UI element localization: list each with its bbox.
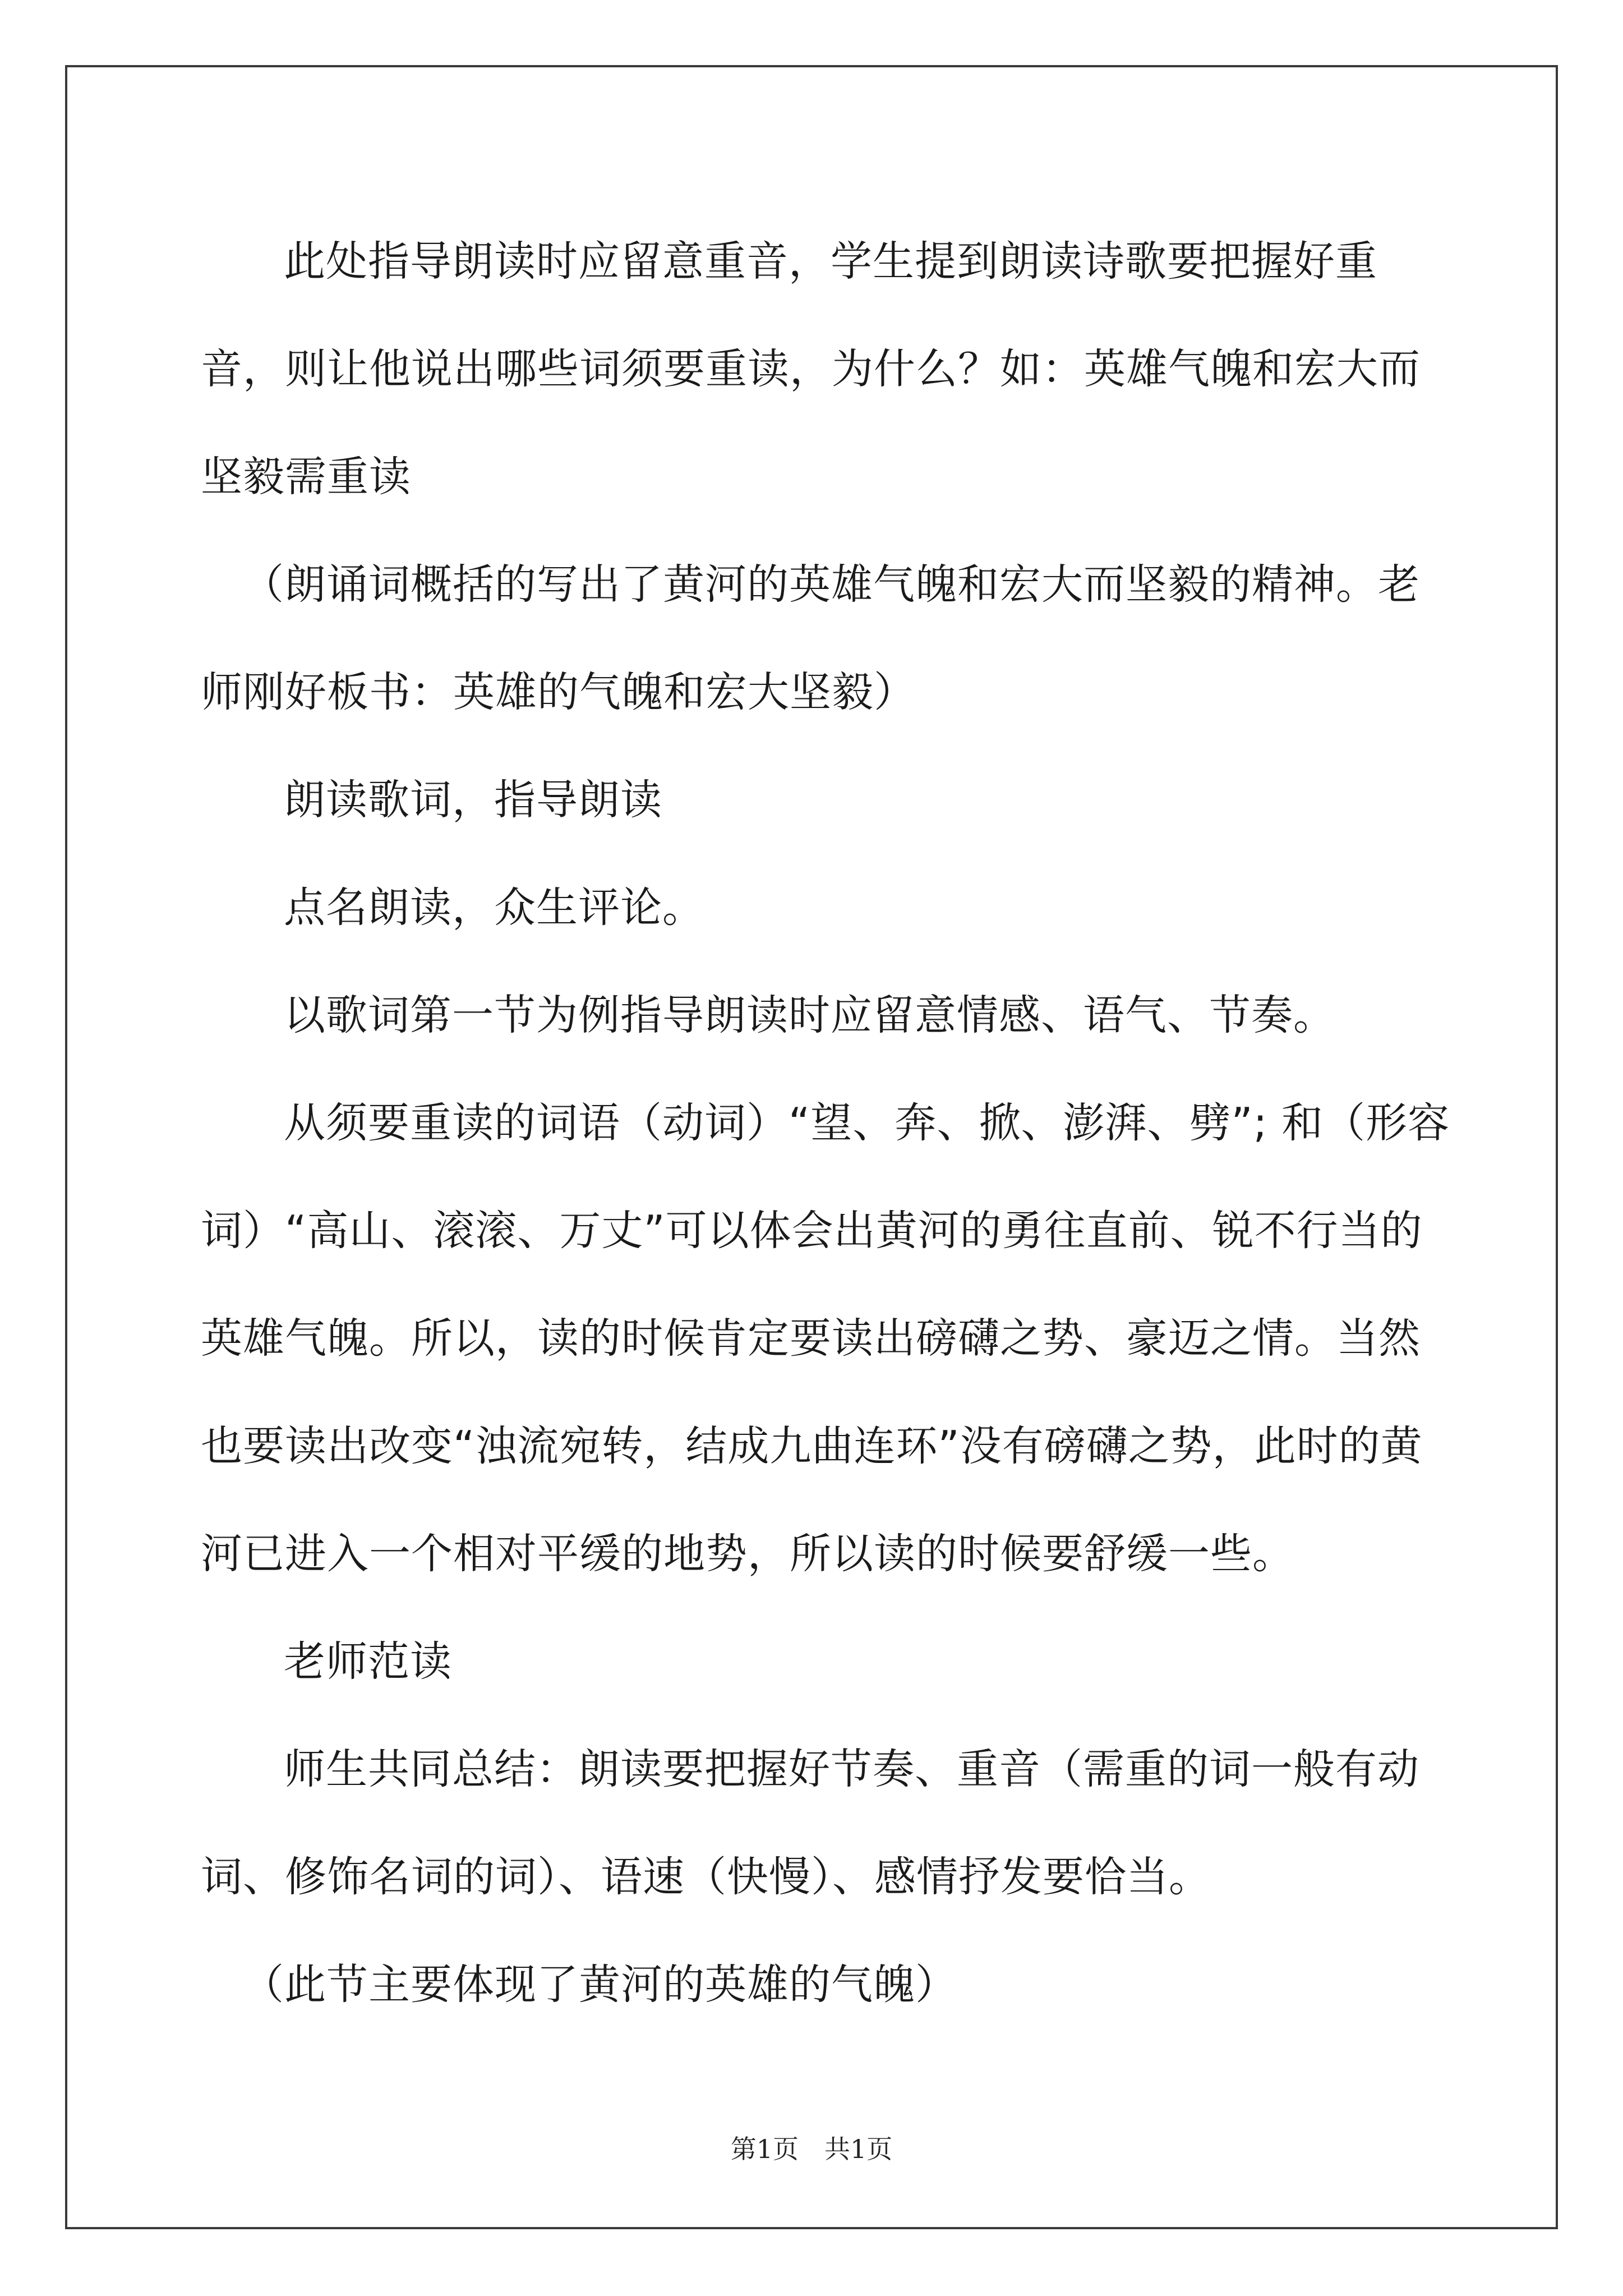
paragraph-2: （朗诵词概括的写出了黄河的英雄气魄和宏大而坚毅的精神。老师刚好板书：英雄的气魄和宏大坚毅）	[201, 560, 1420, 716]
paragraph-6: 从须要重读的词语（动词）“望、奔、掀、澎湃、劈”; 和（形容词）“高山、滚滚、万丈”可以体会出黄河的勇往直前、锐不行当的英雄气魄。所以，读的时候肯定要读出磅礴之势、豪迈之情。当然也要读出改变“浊流宛转，结成九曲连环”没有磅礴之势，此时的黄河已进入一个相对平缓的地势，所以读的时候要舒缓一些。	[201, 1099, 1450, 1578]
paragraph-8: 师生共同总结：朗读要把握好节奏、重音（需重的词一般有动词、修饰名词的词）、语速（快慢）、感情抒发要恰当。	[201, 1745, 1419, 1901]
paragraph-9: （此节主要体现了黄河的英雄的气魄）	[242, 1961, 957, 2009]
paragraph-7: 老师范读	[284, 1637, 452, 1686]
page-footer	[0, 2129, 1623, 2166]
page-total: 共1页	[824, 2134, 893, 2164]
paragraph-1: 此处指导朗读时应留意重音，学生提到朗读诗歌要把握好重音，则让他说出哪些词须要重读，为什么？如：英雄气魄和宏大而坚毅需重读	[201, 237, 1421, 501]
page-number: 第1页	[730, 2134, 799, 2164]
paragraph-4: 点名朗读，众生评论。	[284, 884, 704, 932]
document-body	[201, 208, 1457, 2039]
paragraph-3: 朗读歌词，指导朗读	[284, 776, 662, 824]
paragraph-5: 以歌词第一节为例指导朗读时应留意情感、语气、节奏。	[284, 991, 1335, 1039]
